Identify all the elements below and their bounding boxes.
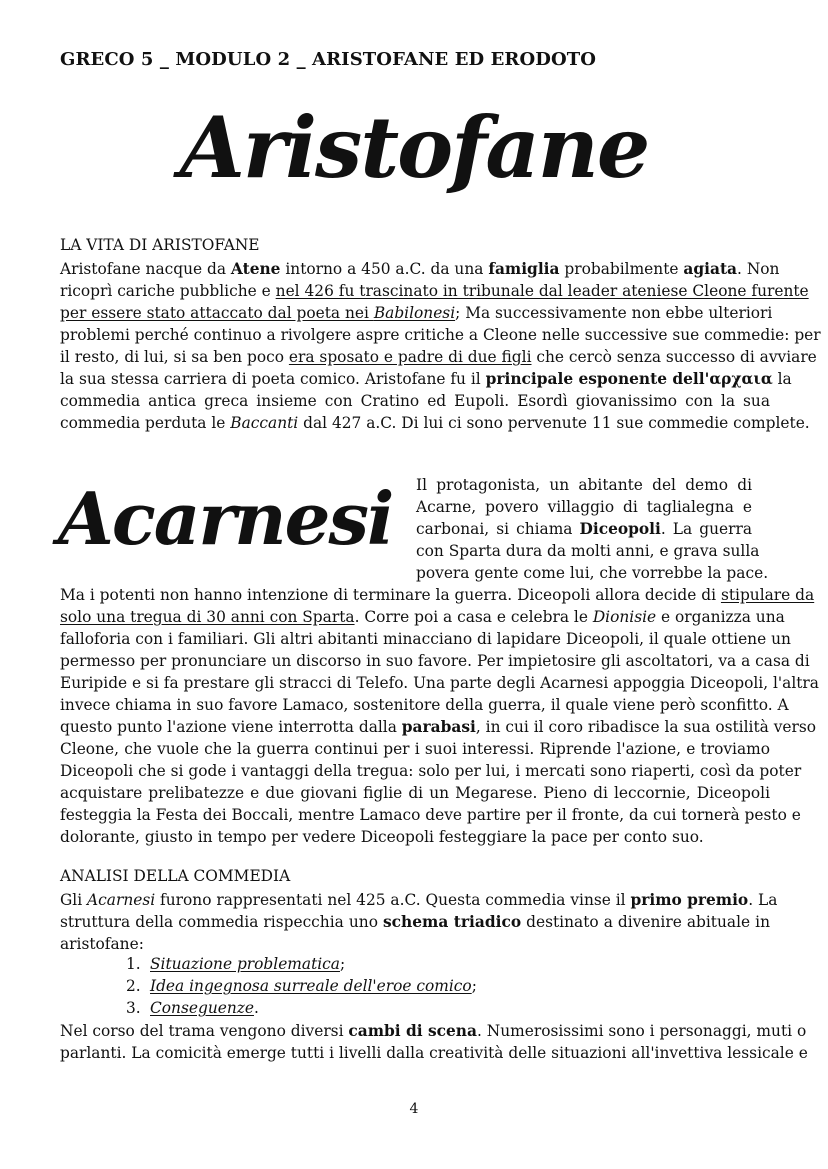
list-item: 1. Situazione problematica; [126, 955, 346, 973]
page-number: 4 [409, 1101, 419, 1117]
list-item: 2. Idea ingegnosa surreale dell'eroe comico; [126, 977, 477, 995]
analisi-continued: Nel corso del trama vengono diversi cambi di scena. Numerosissimi sono i personaggi, muti o parlanti. La comicità emerge tutti i livelli dalla creatività delle situazioni all'invettiva lessicale e [60, 1022, 808, 1062]
page-header: GRECO 5 _ MODULO 2 _ ARISTOFANE ED ERODOTO [60, 49, 597, 70]
acarnesi-intro: Il protagonista, un abitante del demo di Acarne, povero villaggio di taglialegna e carbonai, si chiama Diceopoli. La guerra con Sparta dura da molti anni, e grava sulla povera gente come lui, che vorrebbe la pace. [416, 476, 769, 582]
list-item: 3. Conseguenze. [126, 999, 259, 1017]
title-acarnesi: Acarnesi [58, 476, 393, 561]
title-aristofane: Aristofane [179, 98, 649, 197]
section-heading-analisi: ANALISI DELLA COMMEDIA [60, 867, 291, 885]
acarnesi-plot: Ma i potenti non hanno intenzione di terminare la guerra. Diceopoli allora decide di stipulare da solo una tregua di 30 anni con Sparta. Corre poi a casa e celebra le Dionisie e organizza una falloforia con i familiari. Gli altri abitanti minacciano di lapidare Diceopoli, il quale ottiene un permesso per pronunciare un discorso in suo favore. Per impietosire gli ascoltatori, va a casa di Euripide e si fa prestare gli stracci di Telefo. Una parte degli Acarnesi appoggia Diceopoli, l'altra invece chiama in suo favore Lamaco, sostenitore della guerra, il quale viene però sconfitto. A questo punto l'azione viene interrotta dalla parabasi, in cui il coro ribadisce la sua ostilità verso Cleone, che vuole che la guerra continui per i suoi interessi. Riprende l'azione, e troviamo Diceopoli che si gode i vantaggi della tregua: solo per lui, i mercati sono riaperti, così da poter acquistare prelibatezze e due giovani figlie di un Megarese. Pieno di leccornie, Diceopoli festeggia la Festa dei Boccali, mentre Lamaco deve partire per il fronte, da cui tornerà pesto e dolorante, giusto in tempo per vedere Diceopoli festeggiare la pace per conto suo. [60, 586, 819, 846]
analisi-paragraph: Gli Acarnesi furono rappresentati nel 425 a.C. Questa commedia vinse il primo premio. La struttura della commedia rispecchia uno schema triadico destinato a divenire abituale in aristofane: [60, 891, 778, 953]
section-heading-vita: LA VITA DI ARISTOFANE [60, 236, 260, 254]
vita-paragraph: Aristofane nacque da Atene intorno a 450 a.C. da una famiglia probabilmente agiata. Non ricoprì cariche pubbliche e nel 426 fu trascinato in tribunale dal leader ateniese Cleone furente per essere stato attaccato dal poeta nei Babilonesi; Ma successivamente non ebbe ulteriori problemi perché continuo a rivolgere aspre critiche a Cleone nelle successive sue commedie: per il resto, di lui, si sa ben poco era sposato e padre di due figli che cercò senza successo di avviare la sua stessa carriera di poeta comico. Aristofane fu il principale esponente dell'αρχαια la commedia antica greca insieme con Cratino ed Eupoli. Esordì giovanissimo con la sua commedia perduta le Baccanti dal 427 a.C. Di lui ci sono pervenute 11 sue commedie complete. [60, 260, 821, 432]
